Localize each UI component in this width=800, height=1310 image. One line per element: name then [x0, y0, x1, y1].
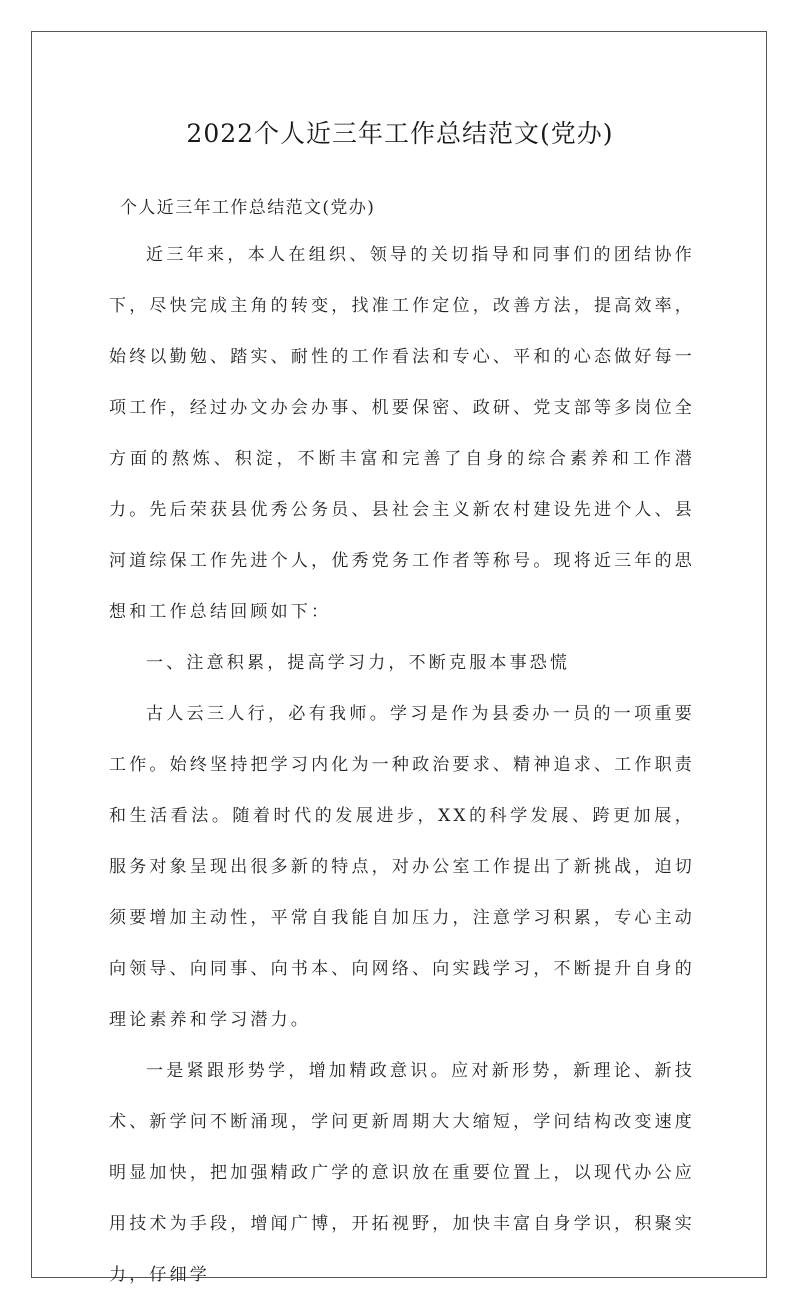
document-body [109, 230, 695, 1301]
body-paragraph-point-1: 一是紧跟形势学，增加精政意识。应对新形势，新理论、新技术、新学问不断涌现，学问更新周期大大缩短，学问结构改变速度明显加快，把加强精政广学的意识放在重要位置上，以现代办公应用技术为手段，增闻广博，开拓视野，加快丰富自身学识，积聚实力，仔细学 [109, 1061, 695, 1285]
body-paragraph-learning: 古人云三人行，必有我师。学习是作为县委办一员的一项重要工作。始终坚持把学习内化为一种政治要求、精神追求、工作职责和生活看法。随着时代的发展进步，XX的科学发展、跨更加展，服务对象呈现出很多新的特点，对办公室工作提出了新挑战，迫切须要增加主动性，平常自我能自加压力，注意学习积累，专心主动向领导、向同事、向书本、向网络、向实践学习，不断提升自身的理论素养和学习潜力。 [109, 704, 695, 1030]
body-paragraph-intro: 近三年来，本人在组织、领导的关切指导和同事们的团结协作下，尽快完成主角的转变，找准工作定位，改善方法，提高效率，始终以勤勉、踏实、耐性的工作看法和专心、平和的心态做好每一项工作，经过办文办会办事、机要保密、政研、党支部等多岗位全方面的熬炼、积淀，不断丰富和完善了自身的综合素养和工作潜力。先后荣获县优秀公务员、县社会主义新农村建设先进个人、县河道综保工作先进个人，优秀党务工作者等称号。现将近三年的思想和工作总结回顾如下： [109, 245, 695, 622]
document-subtitle: 个人近三年工作总结范文(党办) [120, 198, 376, 218]
document-title: 2022个人近三年工作总结范文(党办) [186, 119, 614, 148]
section-heading-1: 一、注意积累，提高学习力，不断克服本事恐慌 [146, 653, 571, 673]
